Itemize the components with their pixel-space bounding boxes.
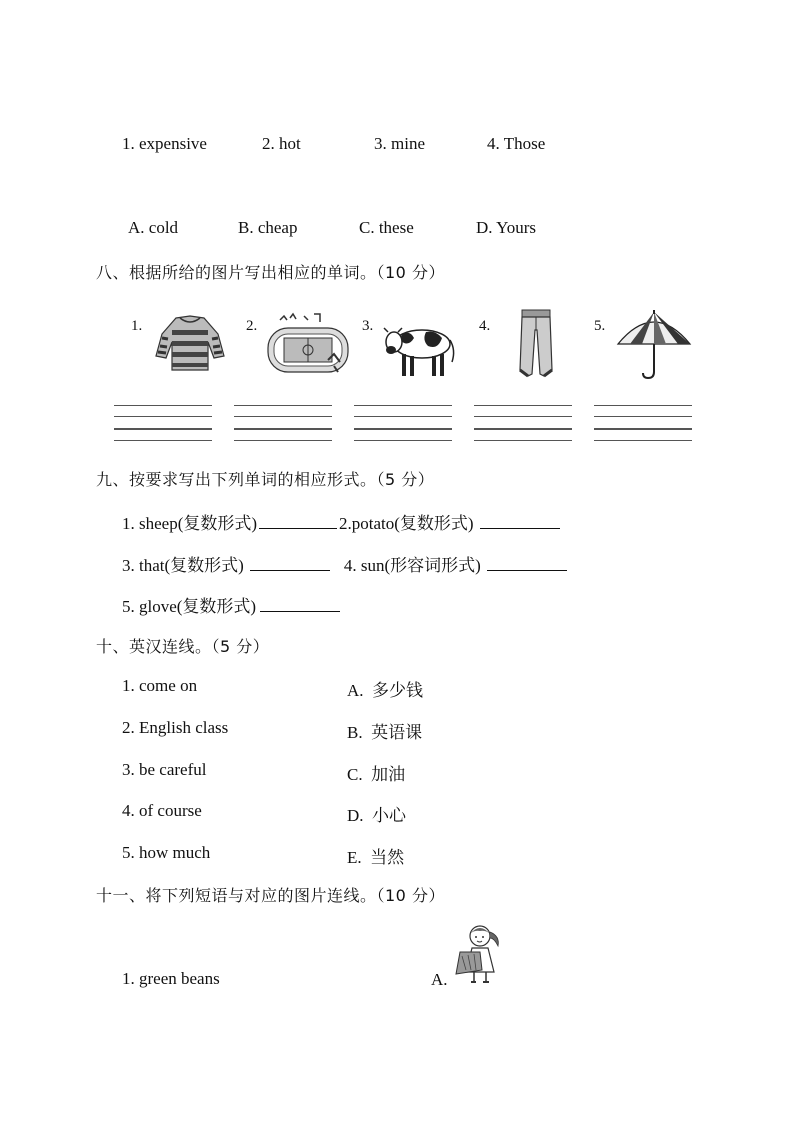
match-left-3[interactable]: 3. be careful xyxy=(122,760,207,779)
section9-title: 九、按要求写出下列单词的相应形式。（5 分） xyxy=(96,470,435,489)
word-3: 3. mine xyxy=(374,134,425,153)
sweater-icon xyxy=(154,312,226,374)
question-3-text: 3. that(复数形式) xyxy=(122,556,244,575)
question-1 xyxy=(122,509,562,534)
answer-blank-1[interactable] xyxy=(259,513,337,529)
question-5 xyxy=(122,592,342,617)
match-right-b[interactable]: B. 英语课 xyxy=(347,723,423,742)
picture-3-number: 3. xyxy=(362,318,374,334)
section8-title: 八、根据所给的图片写出相应的单词。（10 分） xyxy=(96,263,445,282)
phrase-1[interactable]: 1. green beans xyxy=(122,969,220,988)
writing-lines-5[interactable] xyxy=(594,405,692,441)
word-2: 2. hot xyxy=(262,134,301,153)
picture-4-number: 4. xyxy=(479,318,491,334)
umbrella-icon xyxy=(616,308,692,380)
match-right-c[interactable]: C. 加油 xyxy=(347,765,406,784)
match-left-5[interactable]: 5. how much xyxy=(122,843,211,862)
picture-2-number: 2. xyxy=(246,318,258,334)
option-d: D. Yours xyxy=(476,218,536,237)
question-3 xyxy=(122,551,569,576)
writing-lines-1[interactable] xyxy=(114,405,212,441)
match-left-4[interactable]: 4. of course xyxy=(122,801,202,820)
answer-blank-3[interactable] xyxy=(250,555,330,571)
section10-title: 十、英汉连线。（5 分） xyxy=(96,637,270,656)
section11-title: 十一、将下列短语与对应的图片连线。（10 分） xyxy=(96,886,445,905)
question-2-text: 2.potato(复数形式) xyxy=(339,514,474,533)
writing-lines-3[interactable] xyxy=(354,405,452,441)
sports-field-icon xyxy=(264,310,350,376)
option-c: C. these xyxy=(359,218,414,237)
cow-icon xyxy=(382,320,458,380)
answer-blank-4[interactable] xyxy=(487,555,567,571)
match-right-d[interactable]: D. 小心 xyxy=(347,806,407,825)
picture-option-a[interactable]: A. xyxy=(431,970,448,989)
option-b: B. cheap xyxy=(238,218,298,237)
match-right-a[interactable]: A. 多少钱 xyxy=(347,681,424,700)
answer-blank-5[interactable] xyxy=(260,596,340,612)
picture-5-number: 5. xyxy=(594,318,606,334)
question-5-text: 5. glove(复数形式) xyxy=(122,597,257,616)
pants-icon xyxy=(516,308,556,380)
word-4: 4. Those xyxy=(487,134,546,153)
answer-blank-2[interactable] xyxy=(480,513,560,529)
match-left-2[interactable]: 2. English class xyxy=(122,718,229,737)
girl-holding-clothes-icon xyxy=(452,922,508,986)
question-1-text: 1. sheep(复数形式) xyxy=(122,514,258,533)
match-right-e[interactable]: E. 当然 xyxy=(347,848,405,867)
picture-1-number: 1. xyxy=(131,318,143,334)
question-4-text: 4. sun(形容词形式) xyxy=(343,556,481,575)
match-left-1[interactable]: 1. come on xyxy=(122,676,198,695)
writing-lines-4[interactable] xyxy=(474,405,572,441)
word-1: 1. expensive xyxy=(122,134,207,153)
option-a: A. cold xyxy=(128,218,179,237)
writing-lines-2[interactable] xyxy=(234,405,332,441)
